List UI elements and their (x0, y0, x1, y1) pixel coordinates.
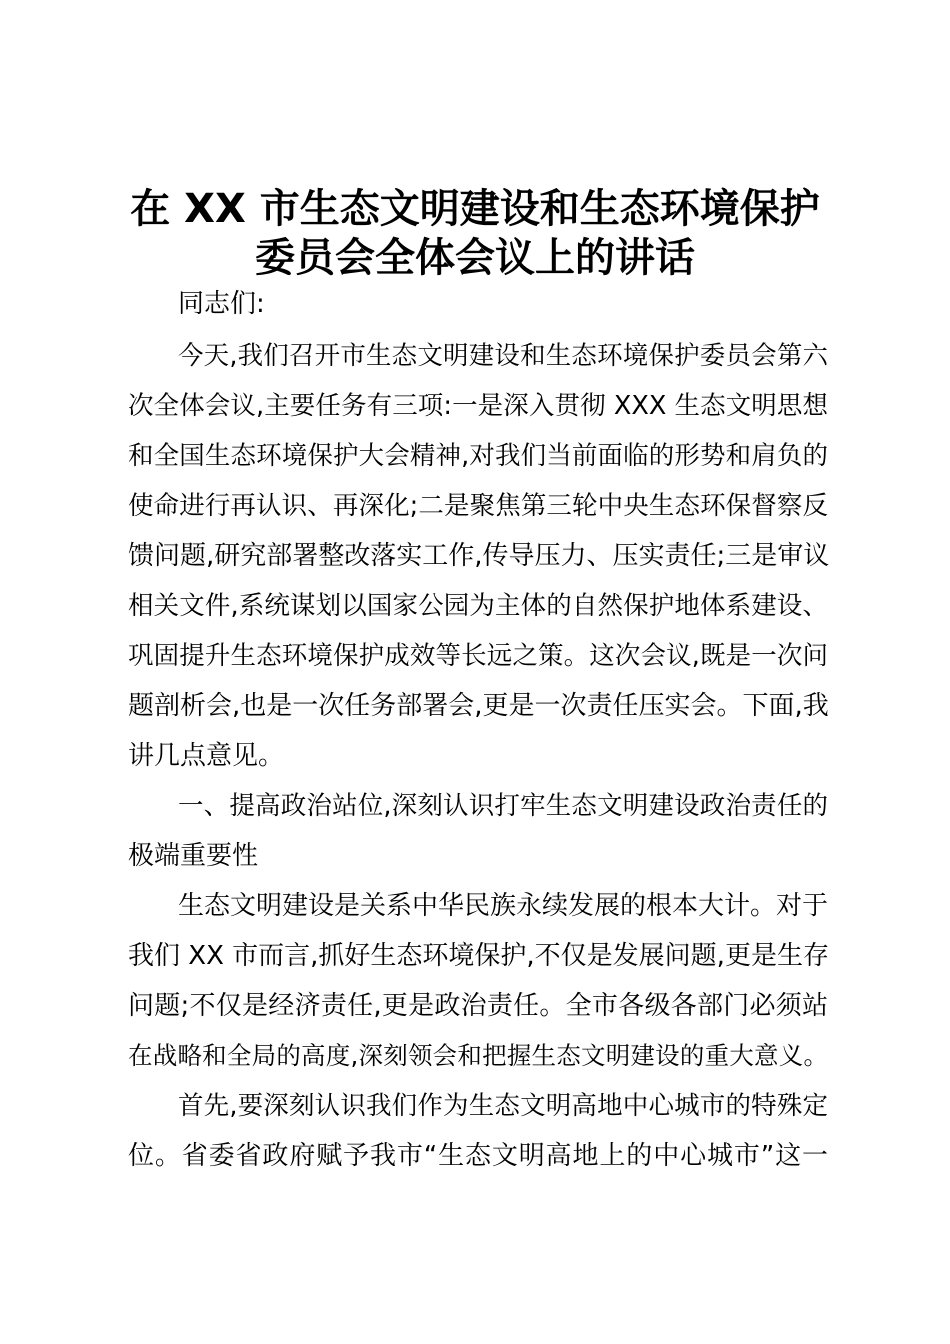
salutation: 同志们: (178, 289, 265, 319)
section-heading-line: 一、提高政治站位,深刻认识打牢生态文明建设政治责任的 (178, 791, 828, 821)
section-heading-line: 极端重要性 (128, 841, 259, 871)
paragraph-2-line: 在战略和全局的高度,深刻领会和把握生态文明建设的重大意义。 (128, 1041, 828, 1070)
paragraph-2-line: 问题;不仅是经济责任,更是政治责任。全市各级各部门必须站 (128, 991, 828, 1021)
paragraph-1-line: 讲几点意见。 (128, 741, 285, 771)
paragraph-1-line: 次全体会议,主要任务有三项:一是深入贯彻 XXX 生态文明思想 (128, 391, 828, 421)
paragraph-3-line: 位。省委省政府赋予我市“生态文明高地上的中心城市”这一 (128, 1141, 828, 1171)
paragraph-1-line: 题剖析会,也是一次任务部署会,更是一次责任压实会。下面,我 (128, 691, 829, 721)
document-title-line-1: 在 XX 市生态文明建设和生态环境保护 (130, 186, 820, 232)
paragraph-1-line: 使命进行再认识、再深化;二是聚焦第三轮中央生态环保督察反 (128, 491, 828, 521)
paragraph-2-line: 生态文明建设是关系中华民族永续发展的根本大计。对于 (178, 891, 829, 921)
paragraph-1-line: 今天,我们召开市生态文明建设和生态环境保护委员会第六 (178, 341, 828, 371)
paragraph-1-line: 巩固提升生态环境保护成效等长远之策。这次会议,既是一次问 (128, 641, 828, 671)
paragraph-1-line: 馈问题,研究部署整改落实工作,传导压力、压实责任;三是审议 (128, 541, 830, 571)
document-title-line-2: 委员会全体会议上的讲话 (255, 235, 695, 281)
paragraph-2-line: 我们 XX 市而言,抓好生态环境保护,不仅是发展问题,更是生存 (128, 941, 829, 971)
paragraph-1-line: 和全国生态环境保护大会精神,对我们当前面临的形势和肩负的 (128, 441, 828, 471)
paragraph-1-line: 相关文件,系统谋划以国家公园为主体的自然保护地体系建设、 (128, 591, 828, 621)
paragraph-3-line: 首先,要深刻认识我们作为生态文明高地中心城市的特殊定 (178, 1091, 828, 1121)
